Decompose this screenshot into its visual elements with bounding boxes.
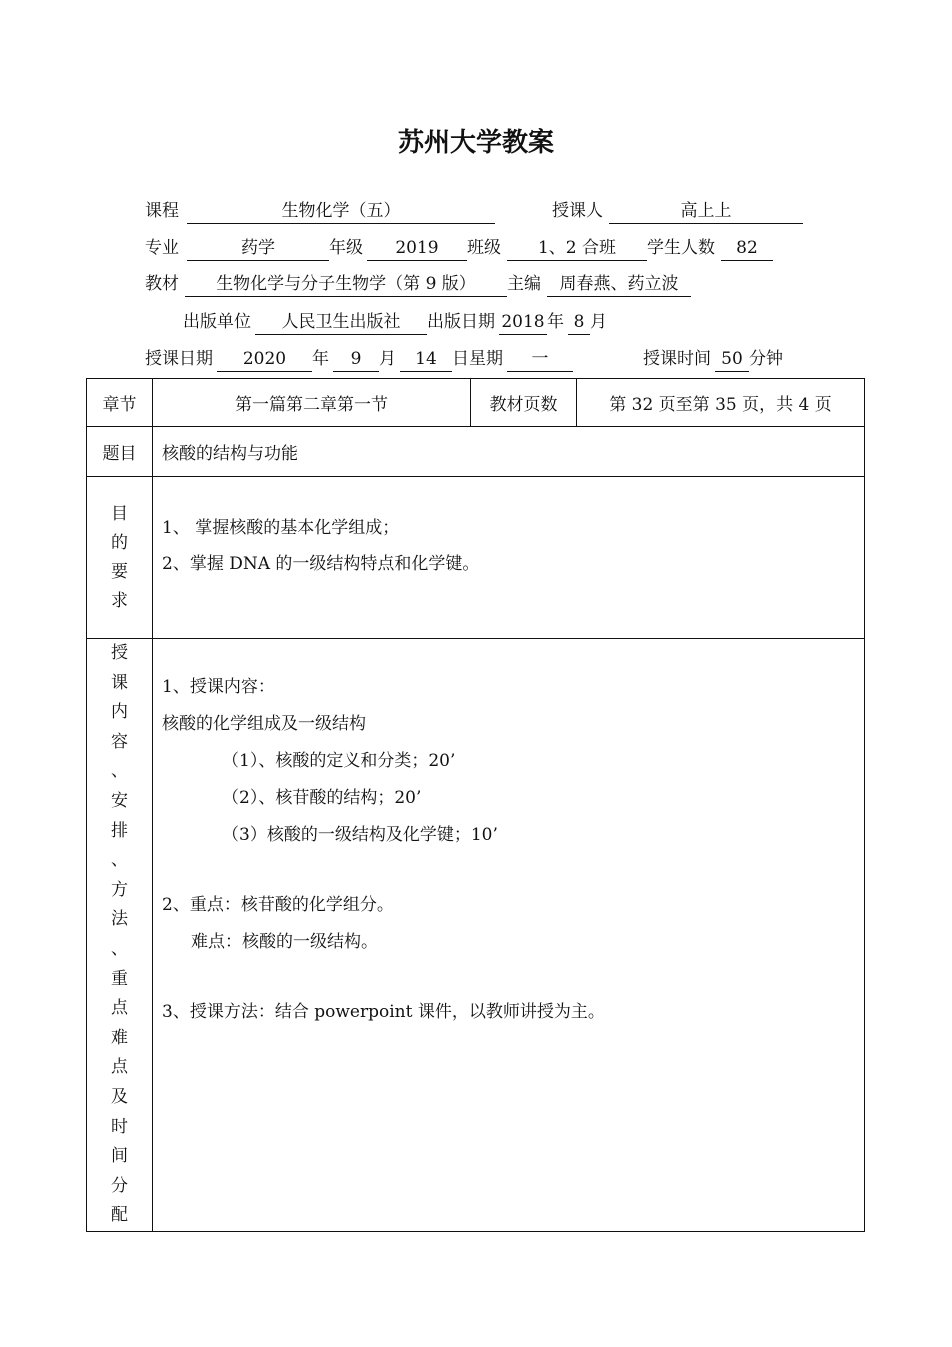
content-label-char: 分 (111, 1175, 128, 1196)
content-label-char: 、 (111, 761, 128, 782)
date-year: 2020 (217, 348, 312, 372)
day-weekday-label: 日星期 (452, 349, 503, 369)
goals-label-char: 要 (111, 561, 128, 582)
content-row (87, 639, 865, 1232)
content-label-char: 安 (111, 790, 128, 811)
content-label-char: 容 (111, 731, 128, 752)
goal-item: 2、掌握 DNA 的一级结构特点和化学键。 (162, 553, 480, 574)
duration-value: 50 (715, 348, 749, 372)
major-label: 专业 (145, 238, 179, 258)
lesson-table (86, 378, 865, 1232)
weekday-value: 一 (507, 348, 573, 372)
section1-item: （1）、核酸的定义和分类；20’ (222, 751, 456, 771)
goals-content (153, 477, 865, 639)
month-char: 月 (590, 312, 607, 332)
students-label: 学生人数 (647, 238, 715, 258)
content-label-char: 内 (111, 702, 128, 723)
date-month: 9 (333, 348, 379, 372)
content-label-char: 点 (111, 1057, 128, 1078)
publisher-line (183, 309, 607, 335)
duration-line (643, 346, 783, 372)
teacher-line (552, 198, 803, 224)
content-label-char: 时 (111, 1116, 128, 1137)
content-label-char: 配 (111, 1205, 128, 1226)
chapter-row (87, 379, 865, 427)
class-value: 1、2 合班 (507, 237, 647, 261)
date-day: 14 (400, 348, 452, 372)
content-label-char: 法 (111, 909, 128, 930)
key-point: 2、重点：核苷酸的化学组分。 (162, 895, 394, 915)
major-line (145, 235, 773, 261)
chapter-label: 章节 (87, 379, 153, 427)
course-label: 课程 (145, 201, 179, 221)
course-line (145, 198, 495, 224)
content-label-char: 方 (111, 879, 128, 900)
page-title: 苏州大学教案 (397, 128, 554, 158)
date-label: 授课日期 (145, 349, 213, 369)
students-value: 82 (721, 237, 773, 261)
section1-item: （2）、核苷酸的结构；20’ (222, 788, 422, 808)
textbook-value: 生物化学与分子生物学（第 9 版） (185, 273, 507, 297)
year-char: 年 (547, 312, 564, 332)
section1-subtitle: 核酸的化学组成及一级结构 (162, 714, 366, 734)
content-label-char: 、 (111, 938, 128, 959)
content-label-char: 难 (111, 1027, 128, 1048)
major-value: 药学 (187, 237, 329, 261)
editor-value: 周春燕、药立波 (547, 273, 691, 297)
minute-label: 分钟 (749, 349, 783, 369)
content-label-char: 、 (111, 850, 128, 871)
topic-value: 核酸的结构与功能 (153, 427, 865, 477)
goals-label-char: 求 (111, 590, 128, 611)
content-label-char: 重 (111, 968, 128, 989)
pubdate-year: 2018 (499, 311, 547, 335)
chapter-value: 第一篇第二章第一节 (153, 379, 471, 427)
topic-label: 题目 (87, 427, 153, 477)
grade-label: 年级 (329, 238, 363, 258)
pubdate-label: 出版日期 (427, 312, 495, 332)
teacher-value: 高上上 (609, 200, 803, 224)
topic-row (87, 427, 865, 477)
content-label-char: 及 (111, 1086, 128, 1107)
lecture-date-line (145, 346, 573, 372)
content-label-char: 排 (111, 820, 128, 841)
teaching-method: 3、授课方法：结合 powerpoint 课件，以教师讲授为主。 (162, 1002, 605, 1022)
duration-label: 授课时间 (643, 349, 711, 369)
textbook-line (145, 271, 691, 297)
goals-row (87, 477, 865, 639)
pages-value: 第 32 页至第 35 页，共 4 页 (577, 379, 865, 427)
goals-label-char: 的 (111, 532, 128, 553)
teacher-label: 授课人 (552, 201, 603, 221)
textbook-label: 教材 (145, 274, 179, 294)
course-value: 生物化学（五） (187, 200, 495, 224)
publisher-value: 人民卫生出版社 (255, 311, 427, 335)
goals-label-char: 目 (111, 503, 128, 524)
content-label-char: 间 (111, 1146, 128, 1167)
lesson-content (153, 639, 865, 1232)
goals-label (87, 477, 153, 639)
date-month-char: 月 (379, 349, 396, 369)
grade-value: 2019 (367, 237, 467, 261)
section1-item: （3）核酸的一级结构及化学键；10’ (222, 825, 498, 845)
content-label-char: 课 (111, 672, 128, 693)
pages-label: 教材页数 (471, 379, 577, 427)
publisher-label: 出版单位 (183, 312, 251, 332)
editor-label: 主编 (507, 274, 541, 294)
date-year-char: 年 (312, 349, 329, 369)
pubdate-month: 8 (568, 311, 590, 335)
goal-item: 1、 掌握核酸的基本化学组成； (162, 517, 400, 538)
class-label: 班级 (467, 238, 501, 258)
content-label-char: 点 (111, 998, 128, 1019)
content-label-char: 授 (111, 643, 128, 663)
difficult-point: 难点：核酸的一级结构。 (191, 932, 378, 952)
content-label (87, 639, 153, 1232)
section1-title: 1、授课内容： (162, 677, 275, 697)
